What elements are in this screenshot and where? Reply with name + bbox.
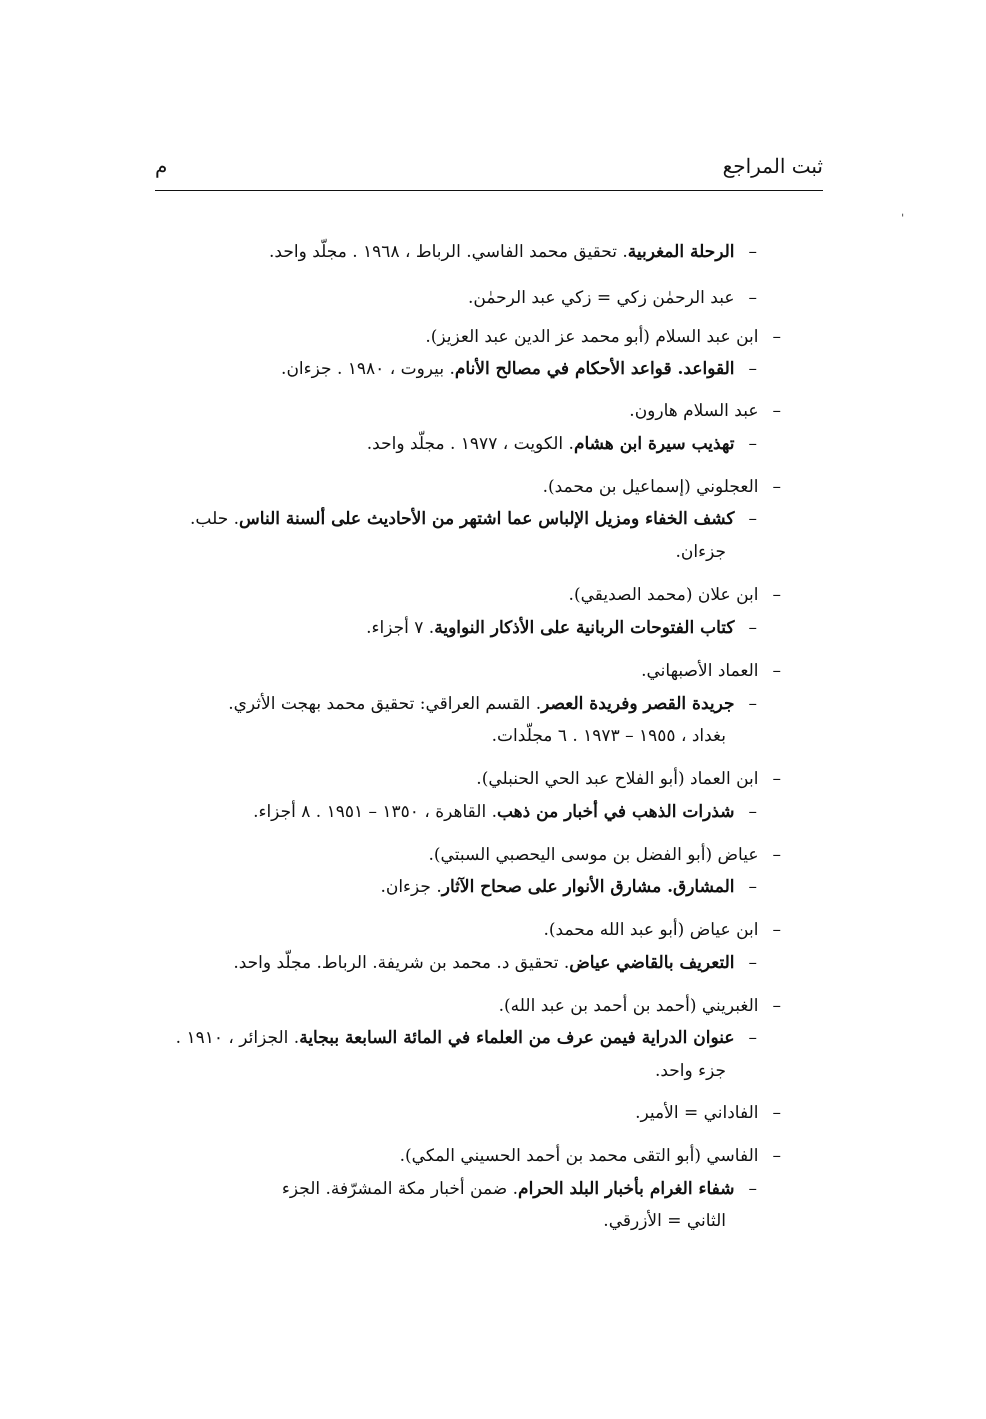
reference-line: –شفاء الغرام بأخبار البلد الحرام. ضمن أخبار مكة المشرّفة. الجزء	[281, 1179, 757, 1199]
reference-line: –ابن عياض (أبو عبد الله محمد).	[543, 920, 781, 940]
reference-line: –العجلوني (إسماعيل بن محمد).	[542, 477, 781, 497]
reference-line: جزء واحد.	[654, 1061, 726, 1081]
reference-line: –جريدة القصر وفريدة العصر. القسم العراقي: تحقيق محمد بهجت الأثري.	[228, 694, 757, 714]
reference-line: –ابن العماد (أبو الفلاح عبد الحي الحنبلي).	[476, 769, 781, 789]
page-title: ثبت المراجع	[722, 154, 823, 178]
reference-line: –ابن عبد السلام (أبو محمد عز الدين عبد العزيز).	[425, 327, 781, 347]
reference-line: –المشارق. مشارق الأنوار على صحاح الآثار. جزءان.	[380, 877, 757, 897]
reference-line: –عبد السلام هارون.	[629, 401, 781, 421]
reference-line: –عياض (أبو الفضل بن موسى اليحصبي السبتي).	[428, 845, 781, 865]
reference-line: بغداد ، ١٩٥٥ – ١٩٧٣ . ٦ مجلّدات.	[491, 726, 726, 746]
reference-line: –التعريف بالقاضي عياض. تحقيق د. محمد بن شريفة. الرباط. مجلّد واحد.	[233, 953, 757, 973]
reference-line: –العماد الأصبهاني.	[641, 661, 781, 681]
reference-line: –الفاداني = الأمير.	[635, 1103, 781, 1123]
reference-line: الثاني = الأزرقي.	[603, 1211, 726, 1231]
reference-line: –الغبريني (أحمد بن أحمد بن عبد الله).	[498, 996, 781, 1016]
page-number: م	[155, 154, 168, 178]
reference-line: –تهذيب سيرة ابن هشام. الكويت ، ١٩٧٧ . مجلّد واحد.	[366, 434, 757, 454]
reference-line: –شذرات الذهب في أخبار من ذهب. القاهرة ، ١٣٥٠ – ١٩٥١ . ٨ أجزاء.	[253, 802, 757, 822]
reference-line: جزءان.	[675, 542, 726, 562]
reference-line: –الفاسي (أبو التقى محمد بن أحمد الحسيني المكي).	[399, 1146, 781, 1166]
reference-line: –الرحلة المغربية. تحقيق محمد الفاسي. الرباط ، ١٩٦٨ . مجلّد واحد.	[269, 242, 757, 262]
reference-line: –ابن علان (محمد الصديقي).	[568, 585, 781, 605]
reference-line: –كشف الخفاء ومزيل الإلباس عما اشتهر من الأحاديث على ألسنة الناس. حلب.	[189, 509, 757, 529]
reference-line: –كتاب الفتوحات الربانية على الأذكار النواوية. ٧ أجزاء.	[366, 618, 757, 638]
reference-line: –عنوان الدراية فيمن عرف من العلماء في المائة السابعة ببجاية. الجزائر ، ١٩١٠ .	[175, 1028, 757, 1048]
reference-line: –القواعد. قواعد الأحكام في مصالح الأنام. بيروت ، ١٩٨٠ . جزءان.	[281, 359, 757, 379]
reference-line: –عبد الرحمٰن زكي = زكي عبد الرحمٰن.	[467, 288, 757, 308]
margin-mark: ˈ	[901, 212, 905, 226]
